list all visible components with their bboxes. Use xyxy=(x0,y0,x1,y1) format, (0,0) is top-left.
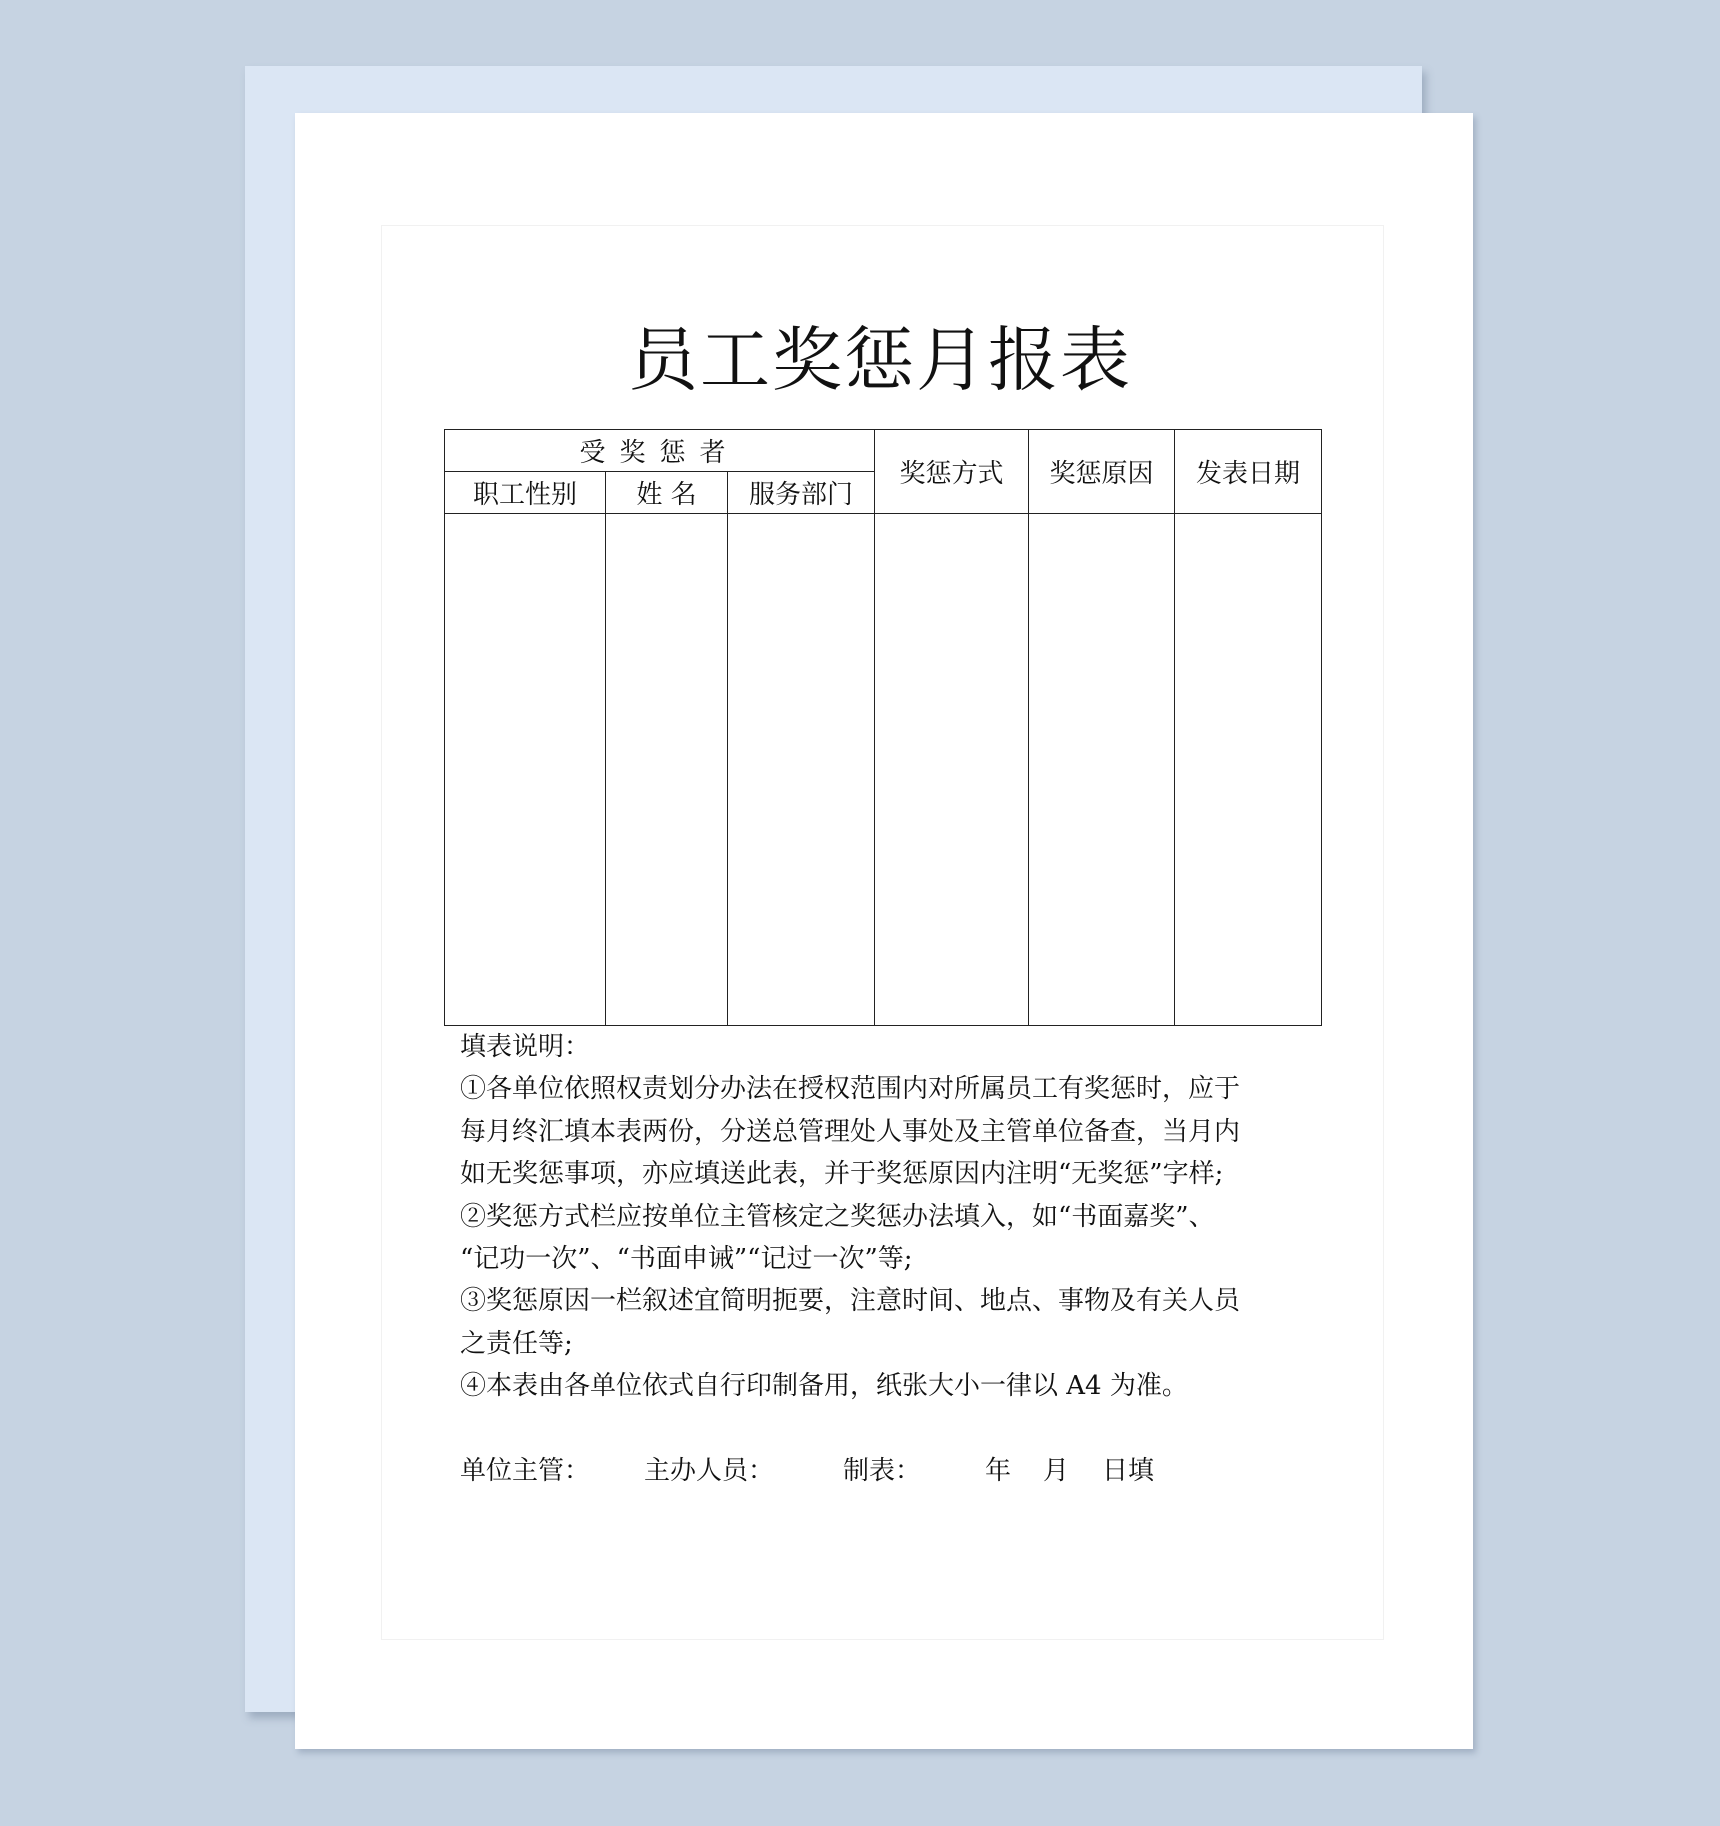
note-line: ②奖惩方式栏应按单位主管核定之奖惩办法填入，如“书面嘉奖”、 xyxy=(460,1201,1215,1232)
header-department: 服务部门 xyxy=(728,472,875,514)
header-date: 发表日期 xyxy=(1175,430,1322,514)
cell-method[interactable] xyxy=(875,514,1029,1026)
header-reason: 奖惩原因 xyxy=(1029,430,1175,514)
report-table xyxy=(444,429,1322,1026)
header-method: 奖惩方式 xyxy=(875,430,1029,514)
supervisor-label: 单位主管： xyxy=(460,1456,591,1486)
note-line: ③奖惩原因一栏叙述宜简明扼要，注意时间、地点、事物及有关人员 xyxy=(460,1286,1241,1317)
cell-department[interactable] xyxy=(728,514,875,1026)
page-title: 员工奖惩月报表 xyxy=(628,319,1132,401)
fill-instructions xyxy=(460,1026,1240,1408)
group-header-recipient: 受奖惩者 xyxy=(445,430,875,472)
cell-reason[interactable] xyxy=(1029,514,1175,1026)
note-line: 之责任等; xyxy=(460,1328,573,1359)
note-line: ①各单位依照权责划分办法在授权范围内对所属员工有奖惩时，应于 xyxy=(460,1074,1241,1105)
year-label: 年 xyxy=(985,1456,1012,1486)
cell-date[interactable] xyxy=(1175,514,1322,1026)
preparer-label: 制表： xyxy=(843,1456,922,1486)
note-line: “记功一次”、“书面申诫”“记过一次”等; xyxy=(460,1244,913,1275)
cell-gender[interactable] xyxy=(445,514,606,1026)
cell-name[interactable] xyxy=(606,514,728,1026)
note-line: 每月终汇填本表两份，分送总管理处人事处及主管单位备查，当月内 xyxy=(460,1116,1241,1147)
header-gender: 职工性别 xyxy=(445,472,606,514)
day-label: 日填 xyxy=(1102,1456,1155,1486)
notes-heading: 填表说明： xyxy=(460,1032,591,1062)
header-name: 姓 名 xyxy=(606,472,728,514)
handler-label: 主办人员： xyxy=(644,1456,775,1486)
month-label: 月 xyxy=(1043,1456,1070,1486)
table-row xyxy=(445,514,1322,1026)
note-line: 如无奖惩事项，亦应填送此表，并于奖惩原因内注明“无奖惩”字样; xyxy=(460,1159,1224,1190)
note-line: ④本表由各单位依式自行印制备用，纸张大小一律以 A4 为准。 xyxy=(460,1371,1188,1402)
